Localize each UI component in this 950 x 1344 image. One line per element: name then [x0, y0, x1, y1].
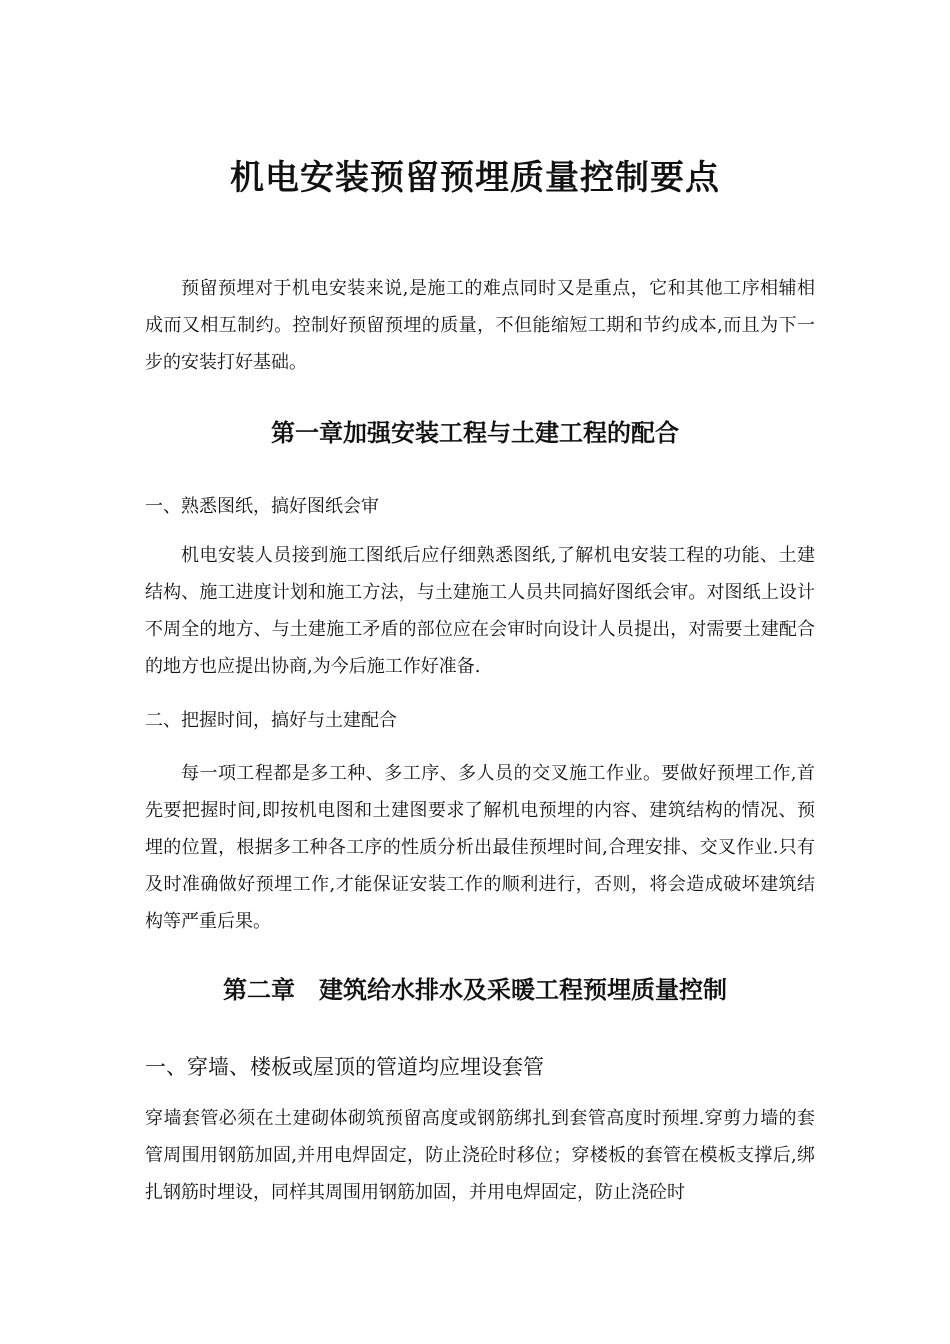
chapter-1-section-1-body: 机电安装人员接到施工图纸后应仔细熟悉图纸,了解机电安装工程的功能、土建结构、施工进度计划和施工方法，与土建施工人员共同搞好图纸会审。对图纸上设计不周全的地方、与土建施工矛盾的部位应在会审时向设计人员提出，对需要土建配合的地方也应提出协商,为今后施工作好准备.: [145, 545, 815, 677]
chapter-1-section-1-heading: 一、熟悉图纸，搞好图纸会审: [145, 496, 379, 517]
document-title: 机电安装预留预埋质量控制要点: [230, 158, 720, 198]
chapter-2-section-1-heading: 一、穿墙、楼板或屋顶的管道均应埋设套管: [145, 1055, 544, 1079]
chapter-1-section-2-body: 每一项工程都是多工种、多工序、多人员的交叉施工作业。要做好预埋工作,首先要把握时间,即按机电图和土建图要求了解机电预埋的内容、建筑结构的情况、预埋的位置，根据多工种各工序的性质分析出最佳预埋时间,合理安排、交叉作业.只有及时准确做好预埋工作,才能保证安装工作的顺利进行，否则，将会造成破坏建筑结构等严重后果。: [145, 763, 815, 932]
chapter-1-section-2-heading: 二、把握时间，搞好与土建配合: [145, 710, 397, 731]
chapter-1-heading: 第一章加强安装工程与土建工程的配合: [271, 419, 679, 447]
chapter-2-section-1-body: 穿墙套管必须在土建砌体砌筑预留高度或钢筋绑扎到套管高度时预埋.穿剪力墙的套管周围用钢筋加固,并用电焊固定，防止浇砼时移位；穿楼板的套管在模板支撑后,绑扎钢筋时埋设，同样其周围用钢筋加固，并用电焊固定，防止浇砼时: [145, 1108, 815, 1203]
chapter-2-heading: 第二章 建筑给水排水及采暖工程预埋质量控制: [223, 976, 727, 1004]
intro-paragraph: 预留预埋对于机电安装来说,是施工的难点同时又是重点，它和其他工序相辅相成而又相互制约。控制好预留预埋的质量，不但能缩短工期和节约成本,而且为下一步的安装打好基础。: [145, 278, 815, 373]
